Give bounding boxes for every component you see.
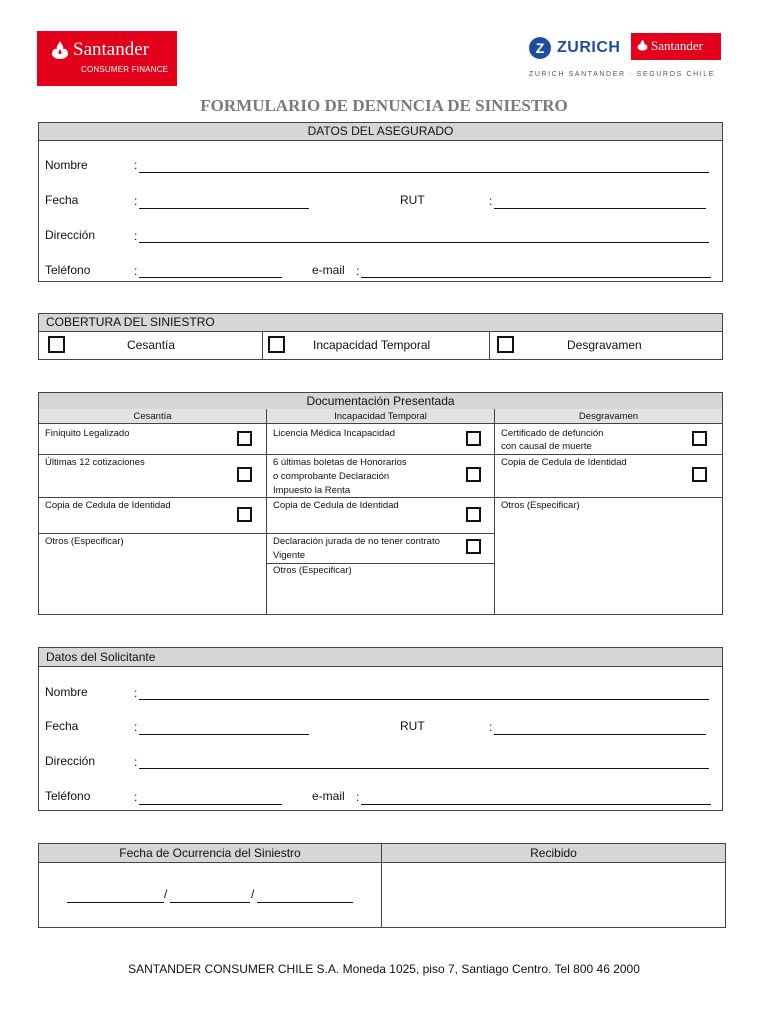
- doc-cedula-desgravamen-label: Copia de Cedula de Identidad: [501, 457, 627, 468]
- solicitante-fecha-field[interactable]: [139, 734, 309, 735]
- colon: :: [134, 264, 138, 278]
- asegurado-direccion-field[interactable]: [139, 242, 709, 243]
- doc-boletas-label-2: o comprobante Declaración: [273, 471, 390, 482]
- santander-brand-text-small: Santander: [651, 38, 703, 53]
- asegurado-email-field[interactable]: [361, 277, 711, 278]
- asegurado-section: [38, 122, 723, 282]
- fecha-ocurrencia-header: Fecha de Ocurrencia del Siniestro: [119, 846, 301, 860]
- solicitante-nombre-field[interactable]: [139, 699, 709, 700]
- colon: :: [134, 755, 138, 769]
- fecha-dia-field[interactable]: [67, 902, 164, 903]
- solicitante-telefono-label: Teléfono: [45, 789, 91, 803]
- doc-boletas-label-3: Impuesto la Renta: [273, 485, 351, 496]
- doc-cotizaciones-label: Últimas 12 cotizaciones: [45, 457, 145, 468]
- doc-otros-incapacidad-label: Otros (Especificar): [273, 565, 352, 576]
- colon: :: [489, 720, 493, 734]
- santander-brand-text: Santander: [73, 39, 149, 60]
- form-title: FORMULARIO DE DENUNCIA DE SINIESTRO: [200, 96, 568, 115]
- asegurado-nombre-field[interactable]: [139, 172, 709, 173]
- doc-cedula-cesantia-checkbox[interactable]: [237, 507, 252, 522]
- recibido-header: Recibido: [530, 846, 577, 860]
- solicitante-rut-label: RUT: [400, 719, 425, 733]
- desgravamen-checkbox[interactable]: [497, 336, 514, 353]
- incapacidad-temporal-label: Incapacidad Temporal: [313, 338, 431, 352]
- asegurado-direccion-label: Dirección: [45, 228, 96, 242]
- doc-cotizaciones-checkbox[interactable]: [237, 467, 252, 482]
- consumer-finance-text: CONSUMER FINANCE: [81, 65, 169, 74]
- divider: [39, 497, 266, 498]
- doc-certificado-label-1: Certificado de defunción: [501, 428, 604, 439]
- doc-otros-desgravamen-label: Otros (Especificar): [501, 500, 580, 511]
- doc-declaracion-label-2: Vigente: [273, 550, 306, 561]
- solicitante-nombre-label: Nombre: [45, 685, 88, 699]
- col-desgravamen-header: Desgravamen: [578, 411, 639, 422]
- cobertura-section: [38, 313, 723, 360]
- colon: :: [134, 790, 138, 804]
- doc-certificado-label-2: con causal de muerte: [501, 441, 592, 452]
- doc-certificado-checkbox[interactable]: [692, 431, 707, 446]
- solicitante-email-label: e-mail: [312, 789, 345, 803]
- documentacion-header: Documentación Presentada: [39, 393, 722, 410]
- colon: :: [356, 264, 360, 278]
- doc-declaracion-checkbox[interactable]: [466, 539, 481, 554]
- col-incapacidad-header: Incapacidad Temporal: [334, 411, 427, 422]
- doc-cedula-cesantia-label: Copia de Cedula de Identidad: [45, 500, 171, 511]
- doc-cedula-incapacidad-checkbox[interactable]: [466, 507, 481, 522]
- doc-cedula-incapacidad-label: Copia de Cedula de Identidad: [273, 500, 399, 511]
- divider: [267, 454, 494, 455]
- solicitante-direccion-label: Dirección: [45, 754, 96, 768]
- divider: [495, 454, 722, 455]
- doc-otros-cesantia-label: Otros (Especificar): [45, 536, 124, 547]
- doc-licencia-checkbox[interactable]: [466, 431, 481, 446]
- colon: :: [489, 194, 493, 208]
- cesantia-label: Cesantía: [127, 338, 176, 352]
- santander-logo-small: [631, 33, 721, 60]
- asegurado-rut-label: RUT: [400, 193, 425, 207]
- colon: :: [134, 229, 138, 243]
- zurich-logo-text: ZURICH: [557, 39, 621, 56]
- divider: [267, 533, 494, 534]
- recibido-field[interactable]: [383, 864, 724, 926]
- asegurado-nombre-label: Nombre: [45, 158, 88, 172]
- fecha-anio-field[interactable]: [257, 902, 353, 903]
- solicitante-telefono-field[interactable]: [139, 804, 282, 805]
- colon: :: [134, 158, 138, 172]
- asegurado-fecha-field[interactable]: [139, 208, 309, 209]
- divider: [495, 497, 722, 498]
- asegurado-telefono-label: Teléfono: [45, 263, 91, 277]
- solicitante-fecha-label: Fecha: [45, 719, 79, 733]
- solicitante-direccion-field[interactable]: [139, 768, 709, 769]
- incapacidad-temporal-checkbox[interactable]: [268, 336, 285, 353]
- solicitante-header: Datos del Solicitante: [39, 648, 722, 667]
- asegurado-fecha-label: Fecha: [45, 193, 79, 207]
- divider: [267, 497, 494, 498]
- doc-finiquito-checkbox[interactable]: [237, 431, 252, 446]
- footer-address: SANTANDER CONSUMER CHILE S.A. Moneda 1025, piso 7, Santiago Centro. Tel 800 46 2000: [128, 962, 640, 976]
- doc-finiquito-label: Finiquito Legalizado: [45, 428, 130, 439]
- date-separator: /: [164, 887, 168, 901]
- zurich-icon: Z: [529, 37, 551, 59]
- divider: [489, 331, 490, 359]
- date-separator: /: [251, 887, 255, 901]
- doc-licencia-label: Licencia Médica Incapacidad: [273, 428, 395, 439]
- divider: [494, 409, 495, 614]
- santander-flame-icon: [51, 40, 69, 60]
- colon: :: [134, 194, 138, 208]
- divider: [39, 533, 266, 534]
- santander-consumer-finance-logo: [37, 31, 177, 86]
- asegurado-rut-field[interactable]: [494, 208, 706, 209]
- asegurado-email-label: e-mail: [312, 263, 345, 277]
- col-cesantia-header: Cesantía: [133, 411, 172, 422]
- cobertura-header: COBERTURA DEL SINIESTRO: [39, 314, 722, 332]
- zurich-santander-tagline: ZURICH SANTANDER · SEGUROS CHILE: [529, 71, 716, 78]
- doc-boletas-label-1: 6 últimas boletas de Honorarios: [273, 457, 407, 468]
- colon: :: [134, 686, 138, 700]
- doc-declaracion-label-1: Declaración jurada de no tener contrato: [273, 536, 440, 547]
- solicitante-email-field[interactable]: [361, 804, 711, 805]
- doc-boletas-checkbox[interactable]: [466, 467, 481, 482]
- fecha-mes-field[interactable]: [170, 902, 250, 903]
- colon: :: [356, 790, 360, 804]
- solicitante-rut-field[interactable]: [494, 734, 706, 735]
- cesantia-checkbox[interactable]: [48, 336, 65, 353]
- doc-cedula-desgravamen-checkbox[interactable]: [692, 467, 707, 482]
- divider: [262, 331, 263, 359]
- divider: [266, 409, 267, 614]
- colon: :: [134, 720, 138, 734]
- desgravamen-label: Desgravamen: [567, 338, 642, 352]
- solicitante-section: [38, 647, 723, 811]
- asegurado-header: DATOS DEL ASEGURADO: [39, 123, 722, 141]
- santander-flame-icon: [637, 38, 648, 52]
- divider: [39, 454, 266, 455]
- asegurado-telefono-field[interactable]: [139, 277, 282, 278]
